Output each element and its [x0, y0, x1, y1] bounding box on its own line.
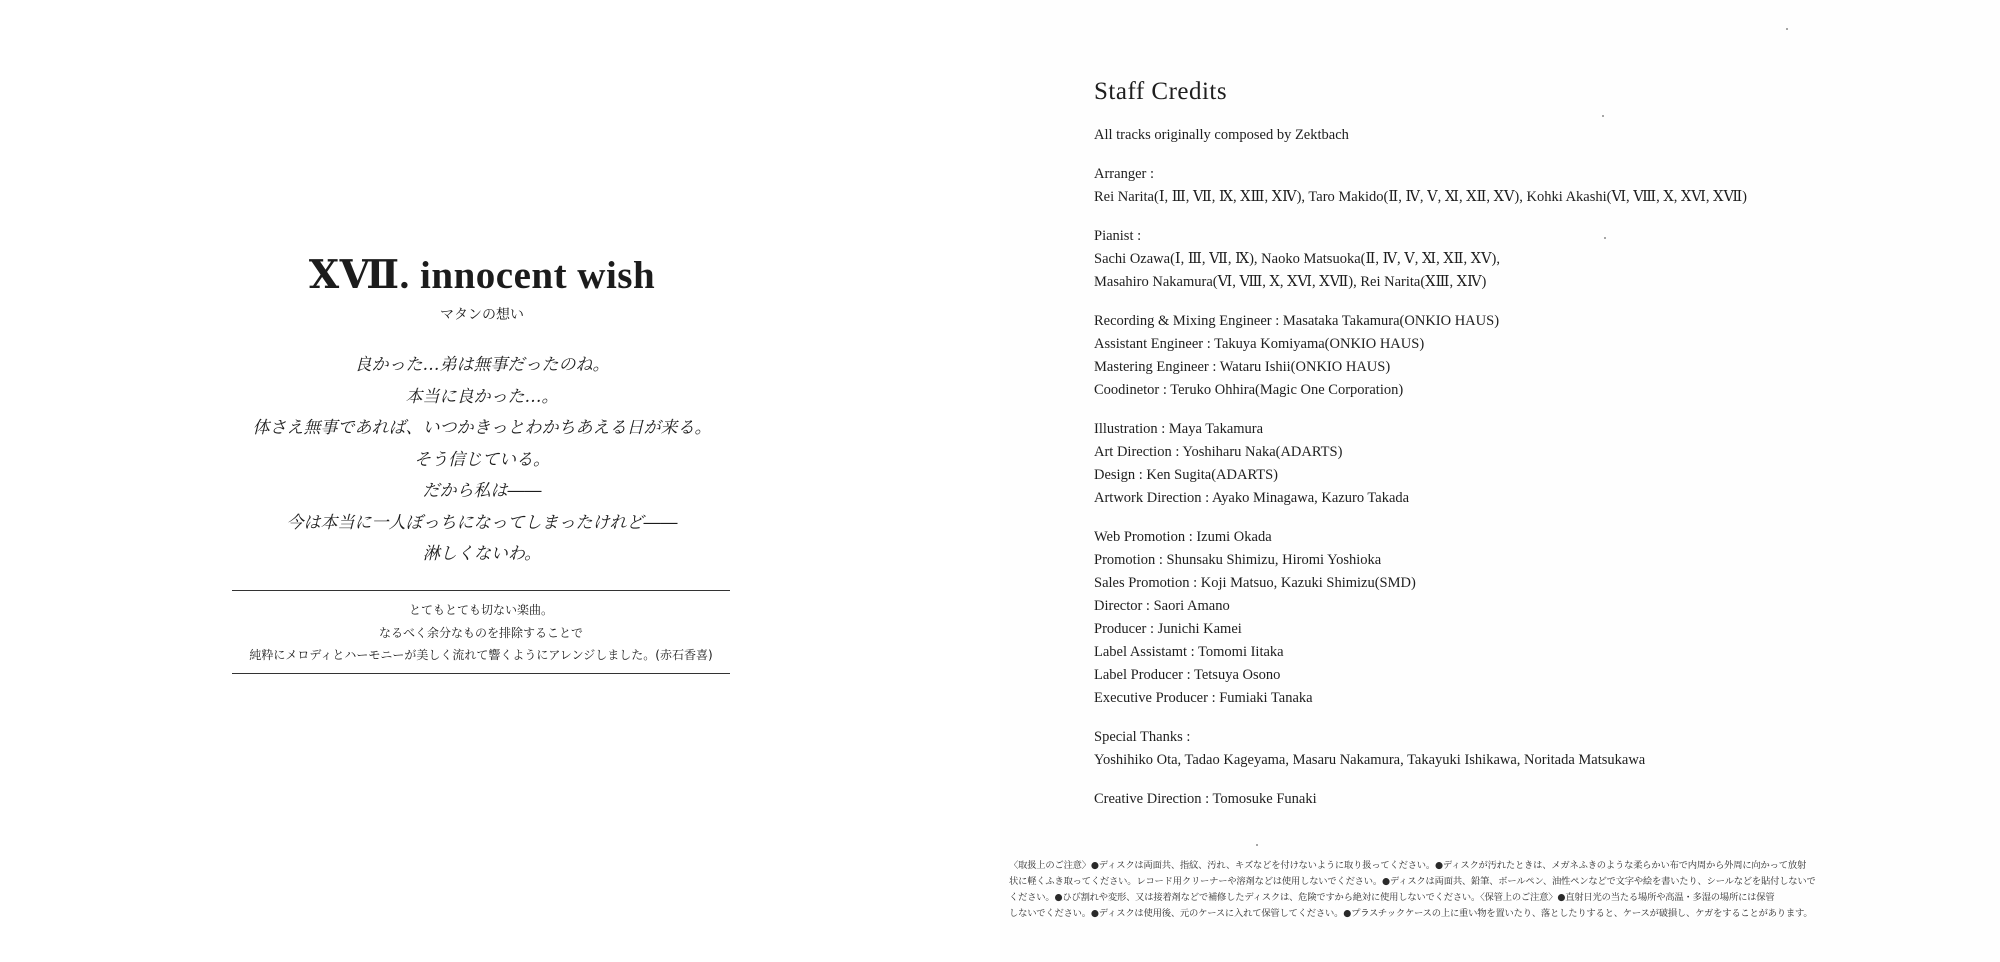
lyric-line: 今は本当に一人ぼっちになってしまったけれど―― — [286, 512, 678, 533]
credit-line: Design : Ken Sugita(ADARTS) — [1094, 467, 1278, 483]
track-subtitle: マタンの想い — [440, 307, 524, 323]
credit-group-special-thanks — [1094, 726, 1974, 772]
credit-line: Recording & Mixing Engineer : Masataka Takamura(ONKIO HAUS) — [1094, 313, 1500, 329]
track-block — [232, 252, 732, 571]
credit-group-production — [1094, 526, 1974, 710]
right-page — [1000, 0, 2000, 962]
lyric-line: だから私は―― — [422, 481, 542, 501]
credit-line: All tracks originally composed by Zektbach — [1094, 127, 1349, 143]
scan-speck — [1602, 115, 1604, 117]
credit-line: Masahiro Nakamura(Ⅵ, Ⅷ, Ⅹ, ⅩⅥ, ⅩⅦ), Rei Narita(ⅩⅢ, ⅩⅣ) — [1094, 274, 1487, 290]
credit-line: Producer : Junichi Kamei — [1094, 621, 1242, 637]
credit-line: Yoshihiko Ota, Tadao Kageyama, Masaru Nakamura, Takayuki Ishikawa, Noritada Matsukawa — [1094, 752, 1646, 768]
credit-line: Web Promotion : Izumi Okada — [1094, 529, 1272, 545]
lyric-line: 体さえ無事であれば、いつかきっとわかちあえる日が来る。 — [252, 418, 712, 438]
credit-line: Creative Direction : Tomosuke Funaki — [1094, 791, 1317, 807]
credit-line: Pianist : — [1094, 228, 1142, 244]
credit-line: Sales Promotion : Koji Matsuo, Kazuki Shimizu(SMD) — [1094, 575, 1416, 591]
comment-line: とてもとても切ない楽曲。 — [408, 603, 553, 617]
comment-line: なるべく余分なものを排除することで — [378, 625, 583, 640]
credit-group-arranger — [1094, 163, 1974, 209]
lyrics — [232, 350, 732, 571]
credit-line: Artwork Direction : Ayako Minagawa, Kazuro Takada — [1094, 490, 1410, 506]
credit-group-engineering — [1094, 310, 1974, 402]
credit-group-pianist — [1094, 225, 1974, 294]
credit-line: Director : Saori Amano — [1094, 598, 1230, 614]
handling-notice — [1009, 858, 1889, 922]
lyric-line: そう信じている。 — [414, 449, 550, 470]
credits-heading: Staff Credits — [1094, 78, 1228, 105]
lyric-line: 淋しくないわ。 — [422, 544, 542, 564]
lyric-line: 良かった…弟は無事だったのね。 — [354, 355, 610, 375]
staff-credits — [1094, 76, 1974, 827]
credit-line: Art Direction : Yoshiharu Naka(ADARTS) — [1094, 444, 1343, 460]
track-title: ⅩⅦ. innocent wish — [308, 254, 656, 297]
credit-line: Promotion : Shunsaku Shimizu, Hiromi Yoshioka — [1094, 552, 1382, 568]
notice-line: ください。●ひび割れや変形、又は接着剤などで補修したディスクは、危険ですから絶対に使用しないでください。〈保管上のご注意〉●直射日光の当たる場所や高温・多湿の場所には保管 — [1009, 892, 1775, 903]
credit-line: Coodinetor : Teruko Ohhira(Magic One Corporation) — [1094, 382, 1404, 398]
credit-group-artwork — [1094, 418, 1974, 510]
credit-line: Rei Narita(Ⅰ, Ⅲ, Ⅶ, Ⅸ, ⅩⅢ, ⅩⅣ), Taro Makido(Ⅱ, Ⅳ, Ⅴ, Ⅺ, ⅩⅡ, ⅩⅤ), Kohki Akashi(Ⅵ, Ⅷ, Ⅹ, ⅩⅥ, ⅩⅦ) — [1094, 189, 1747, 205]
arranger-comment — [232, 590, 730, 674]
credit-line: Sachi Ozawa(Ⅰ, Ⅲ, Ⅶ, Ⅸ), Naoko Matsuoka(Ⅱ, Ⅳ, Ⅴ, Ⅺ, ⅩⅡ, ⅩⅤ), — [1094, 251, 1500, 267]
notice-line: 状に軽くふき取ってください。レコード用クリーナーや溶剤などは使用しないでください。●ディスクは両面共、鉛筆、ボールペン、油性ペンなどで文字や絵を書いたり、シールなどを貼付しないで — [1009, 876, 1816, 887]
credit-line: Special Thanks : — [1094, 729, 1191, 745]
credit-line: Label Assistamt : Tomomi Iitaka — [1094, 644, 1284, 660]
credit-line: Executive Producer : Fumiaki Tanaka — [1094, 690, 1313, 706]
credit-group-creative-direction — [1094, 788, 1974, 811]
credit-line: Label Producer : Tetsuya Osono — [1094, 667, 1281, 683]
scan-speck — [1786, 28, 1788, 30]
credit-line: Illustration : Maya Takamura — [1094, 421, 1264, 437]
lyric-line: 本当に良かった…。 — [405, 386, 559, 407]
notice-line: しないでください。●ディスクは使用後、元のケースに入れて保管してください。●プラスチックケースの上に重い物を置いたり、落としたりすると、ケースが破損し、ケガをすることがあります。 — [1009, 908, 1813, 919]
notice-line: 〈取扱上のご注意〉●ディスクは両面共、指紋、汚れ、キズなどを付けないように取り扱ってください。●ディスクが汚れたときは、メガネふきのような柔らかい布で内周から外周に向かって放射 — [1009, 860, 1807, 871]
scan-speck — [1604, 237, 1606, 239]
credit-group-composer — [1094, 124, 1974, 147]
credit-line: Mastering Engineer : Wataru Ishii(ONKIO HAUS) — [1094, 359, 1391, 375]
scan-speck — [1256, 844, 1258, 846]
credit-line: Assistant Engineer : Takuya Komiyama(ONKIO HAUS) — [1094, 336, 1425, 352]
credit-line: Arranger : — [1094, 166, 1154, 182]
comment-line: 純粋にメロディとハーモニーが美しく流れて響くようにアレンジしました。(赤石香喜) — [249, 648, 713, 662]
